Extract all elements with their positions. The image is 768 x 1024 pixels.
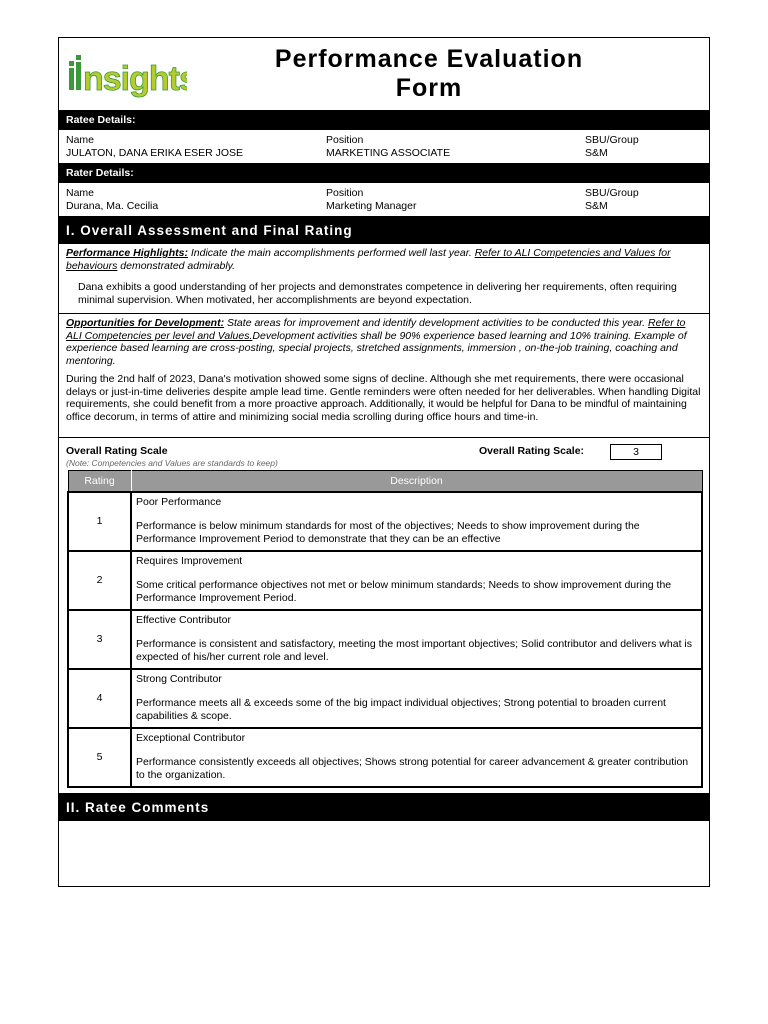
ratee-name-col bbox=[66, 134, 243, 160]
ratee-position-label: Position bbox=[326, 134, 364, 146]
rating-scale-area bbox=[59, 438, 709, 794]
section-1-heading: I. Overall Assessment and Final Rating bbox=[59, 217, 709, 244]
ratee-position: MARKETING ASSOCIATE bbox=[326, 147, 451, 159]
opportunities-for-development bbox=[59, 314, 709, 438]
opp-instr-a: State areas for improvement and identify development activities to be conducted this year. bbox=[224, 317, 649, 329]
rater-name: Durana, Ma. Cecilia bbox=[66, 200, 159, 212]
rater-details-heading: Rater Details: bbox=[59, 164, 709, 183]
title-line-1: Performance Evaluation bbox=[274, 45, 584, 73]
highlights-instructions bbox=[66, 247, 702, 272]
ratee-name-label: Name bbox=[66, 134, 95, 146]
rating-title: Strong Contributor bbox=[136, 672, 222, 685]
table-row bbox=[68, 492, 702, 551]
svg-text:nsights: nsights bbox=[83, 60, 187, 98]
rater-position-label: Position bbox=[326, 187, 364, 199]
ratee-name: JULATON, DANA ERIKA ESER JOSE bbox=[66, 147, 243, 159]
rating-title: Poor Performance bbox=[136, 495, 222, 508]
rater-position: Marketing Manager bbox=[326, 200, 417, 212]
rating-text: Performance is consistent and satisfactory, meeting the most important objectives; Solid contributor and delivers what is expected of his/her current role and level. bbox=[136, 638, 692, 663]
opp-instr-link: Refer to ALI Competencies per level and Values. bbox=[66, 317, 686, 342]
rating-number: 2 bbox=[68, 551, 131, 610]
rating-description bbox=[131, 551, 702, 610]
highlights-instr-b: demonstrated admirably. bbox=[117, 259, 236, 272]
evaluation-form bbox=[58, 37, 710, 887]
rater-details bbox=[59, 183, 709, 217]
rater-position-col bbox=[326, 187, 416, 213]
rating-number: 3 bbox=[68, 610, 131, 669]
performance-highlights bbox=[59, 244, 709, 314]
highlights-text: Dana exhibits a good understanding of her projects and demonstrates competence in delivering her requirements, often requiring minimal supervision. When motivated, her accomplishments are beyond expectation. bbox=[78, 281, 677, 306]
rating-description bbox=[131, 610, 702, 669]
rating-title: Effective Contributor bbox=[136, 613, 231, 626]
highlights-label: Performance Highlights: bbox=[66, 247, 188, 259]
rating-description bbox=[131, 492, 702, 551]
highlights-instr-a: Indicate the main accomplishments performed well last year. bbox=[187, 247, 475, 259]
rater-group-label: SBU/Group bbox=[585, 187, 639, 199]
rating-scale-table bbox=[67, 470, 703, 788]
ratee-position-col bbox=[326, 134, 450, 160]
highlights-instr-link: Refer to ALI Competencies and Values for behaviours bbox=[66, 247, 671, 272]
rater-name-label: Name bbox=[66, 187, 95, 199]
rating-text: Some critical performance objectives not met or below minimum standards; Needs to show improvement during the Performance Improvement Period. bbox=[136, 579, 672, 604]
rating-table-header bbox=[68, 471, 702, 492]
section-2-heading: II. Ratee Comments bbox=[59, 794, 709, 821]
rating-text: Performance meets all & exceeds some of the big impact individual objectives; Strong potential to broaden current capabilities & scope. bbox=[136, 697, 666, 722]
col-description: Description bbox=[131, 471, 702, 492]
rating-scale-note: (Note: Competencies and Values are standards to keep) bbox=[66, 458, 278, 468]
opportunities-instructions bbox=[66, 317, 702, 367]
overall-rating-label: Overall Rating Scale: bbox=[479, 445, 585, 457]
form-title bbox=[189, 45, 669, 103]
title-line-2: Form bbox=[395, 74, 463, 102]
opportunities-text: During the 2nd half of 2023, Dana's motivation showed some signs of decline. Although she met requirements, there were occasional delays or just-in-time deliveries despite ample lead time. Gentle reminders were often needed for her deliverables. When handling Digital requirements, she could benefit from a more proactive approach. Additionally, it would be helpful for Dana to be mindful of maintaining office decorum, in terms of attire and minimizing social media scrolling during office hours and time-in. bbox=[66, 373, 701, 423]
ratee-group: S&M bbox=[585, 147, 608, 159]
rating-text: Performance is below minimum standards for most of the objectives; Needs to show improvement during the Performance Improvement Period to demonstrate that they can be an effective bbox=[136, 520, 640, 545]
table-row bbox=[68, 610, 702, 669]
rating-title: Requires Improvement bbox=[136, 554, 243, 567]
ratee-details-heading: Ratee Details: bbox=[59, 111, 709, 130]
ratee-comments-area[interactable] bbox=[59, 821, 709, 881]
rating-text: Performance consistently exceeds all objectives; Shows strong potential for career advancement & greater contribution to the organization. bbox=[136, 756, 689, 781]
rating-description bbox=[131, 669, 702, 728]
rater-group-col bbox=[585, 187, 639, 213]
form-header bbox=[59, 38, 709, 111]
table-row bbox=[68, 728, 702, 787]
col-rating: Rating bbox=[68, 471, 131, 492]
rating-number: 1 bbox=[68, 492, 131, 551]
ratee-group-label: SBU/Group bbox=[585, 134, 639, 146]
rating-number: 5 bbox=[68, 728, 131, 787]
rating-title: Exceptional Contributor bbox=[136, 731, 246, 744]
overall-rating-value[interactable]: 3 bbox=[610, 444, 662, 460]
insights-logo bbox=[67, 48, 187, 100]
rating-number: 4 bbox=[68, 669, 131, 728]
ratee-group-col bbox=[585, 134, 639, 160]
table-row bbox=[68, 669, 702, 728]
rating-scale-label: Overall Rating Scale bbox=[66, 445, 168, 457]
opportunities-label: Opportunities for Development: bbox=[66, 317, 225, 329]
table-row bbox=[68, 551, 702, 610]
rater-name-col bbox=[66, 187, 158, 213]
rater-group: S&M bbox=[585, 200, 608, 212]
opp-instr-b: Development activities shall be 90% experience based learning and 10% training. Example of experience based learning are cross-posting, special projects, stretched assignments, immersion , on-the-job training, coaching and mentoring. bbox=[66, 329, 687, 367]
rating-description bbox=[131, 728, 702, 787]
ratee-details bbox=[59, 130, 709, 164]
